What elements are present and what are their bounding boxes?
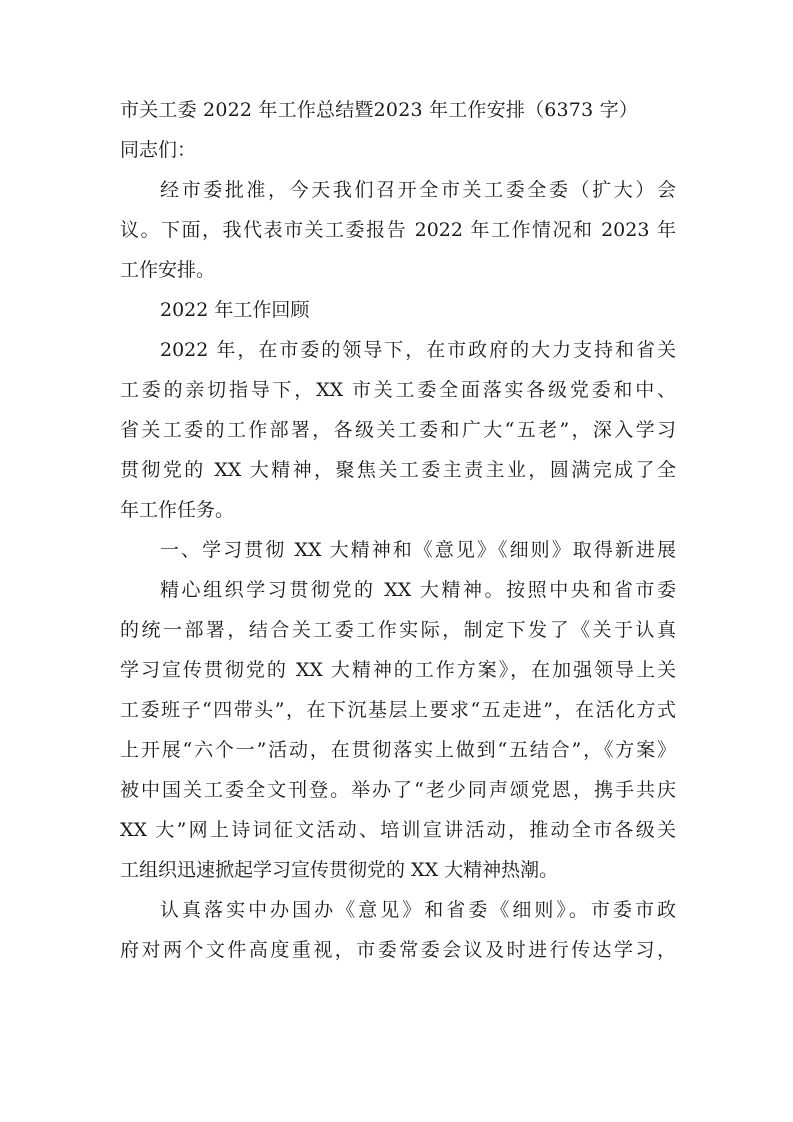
section-heading: 2022 年工作回顾 [160, 299, 310, 321]
paragraph-line: 工组织迅速掀起学习宣传贯彻党的 XX 大精神热潮。 [120, 859, 559, 881]
paragraph-line: 工委班子“四带头”，在下沉基层上要求“五走进”，在活化方式 [120, 699, 676, 721]
paragraph-line: 议。下面，我代表市关工委报告 2022 年工作情况和 2023 年 [120, 219, 676, 241]
section-heading: 一、学习贯彻 XX 大精神和《意见》《细则》取得新进展 [160, 539, 676, 561]
paragraph-line: 府对两个文件高度重视，市委常委会议及时进行传达学习， [120, 939, 676, 961]
paragraph-line: 认真落实中办国办《意见》和省委《细则》。市委市政 [160, 899, 676, 921]
paragraph-line: 被中国关工委全文刊登。举办了“老少同声颂党恩，携手共庆 [120, 779, 676, 801]
paragraph-line: 经市委批准，今天我们召开全市关工委全委（扩大）会 [160, 179, 676, 201]
document-body [120, 90, 676, 970]
salutation: 同志们： [120, 139, 197, 161]
paragraph-line: XX 大”网上诗词征文活动、培训宣讲活动，推动全市各级关 [120, 819, 676, 841]
paragraph-line: 的统一部署，结合关工委工作实际，制定下发了《关于认真 [120, 619, 676, 641]
paragraph-line: 2022 年，在市委的领导下，在市政府的大力支持和省关 [160, 339, 676, 361]
paragraph-line: 省关工委的工作部署，各级关工委和广大“五老”，深入学习 [120, 419, 676, 441]
paragraph-line: 年工作任务。 [120, 499, 235, 521]
paragraph-line: 工作安排。 [120, 259, 216, 281]
paragraph-line: 上开展“六个一”活动，在贯彻落实上做到“五结合”，《方案》 [120, 739, 676, 761]
paragraph-line: 学习宣传贯彻党的 XX 大精神的工作方案》，在加强领导上关 [120, 659, 676, 681]
paragraph-line: 贯彻党的 XX 大精神，聚焦关工委主责主业，圆满完成了全 [120, 459, 676, 481]
paragraph-line: 精心组织学习贯彻党的 XX 大精神。按照中央和省市委 [160, 579, 676, 601]
document-title: 市关工委 2022 年工作总结暨2023 年工作安排（6373 字） [120, 99, 639, 121]
paragraph-line: 工委的亲切指导下，XX 市关工委全面落实各级党委和中、 [120, 379, 676, 401]
